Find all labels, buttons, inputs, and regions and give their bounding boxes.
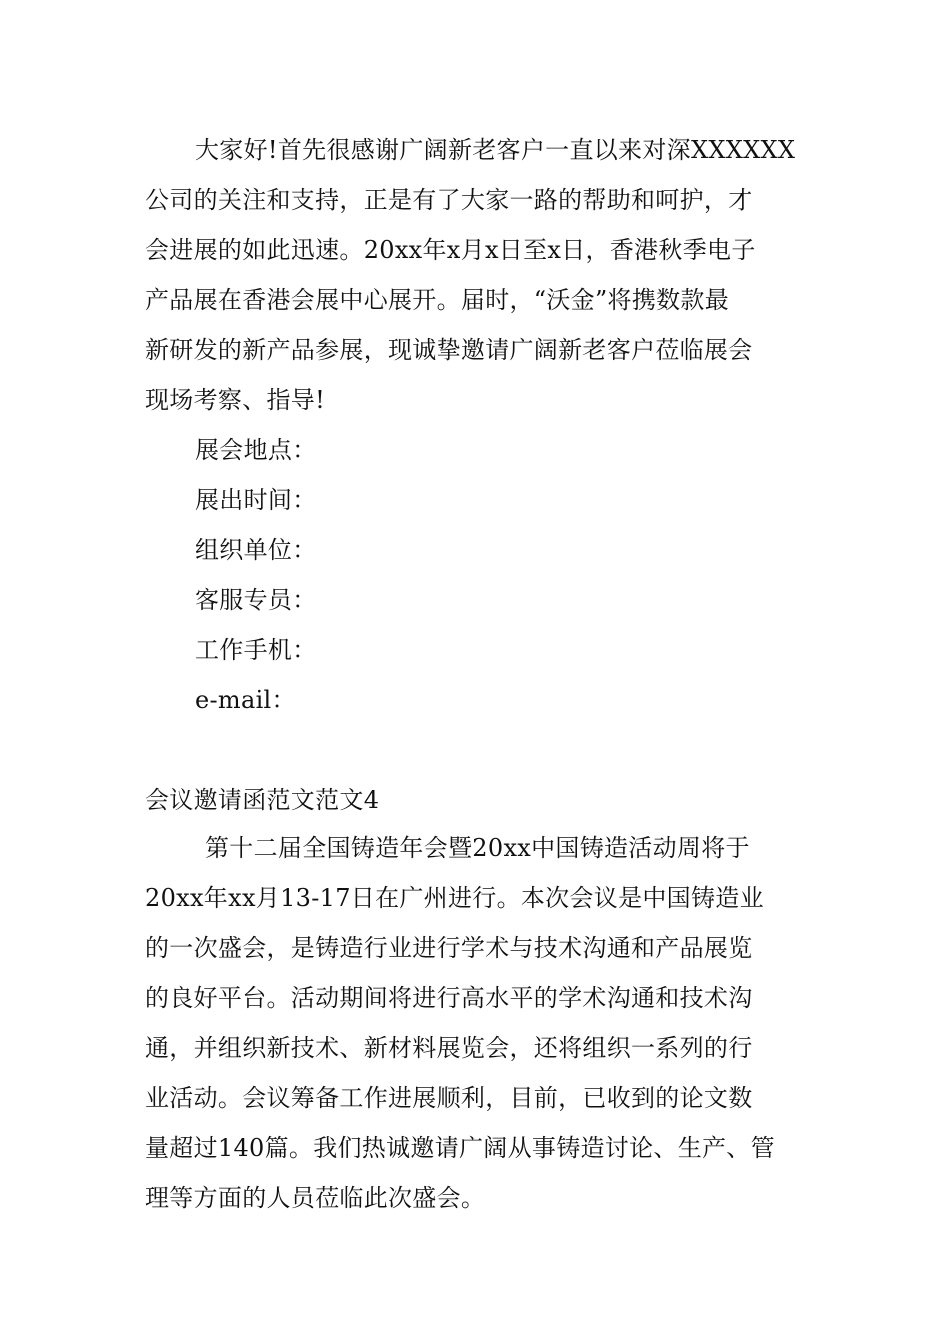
paragraph-line: 业活动。会议筹备工作进展顺利，目前，已收到的论文数 xyxy=(145,1084,753,1112)
paragraph-line: 的良好平台。活动期间将进行高水平的学术沟通和技术沟 xyxy=(145,984,753,1012)
field-exhibition-location: 展会地点： xyxy=(195,436,317,464)
paragraph-line: 会进展的如此迅速。20xx年x月x日至x日，香港秋季电子 xyxy=(145,236,756,264)
paragraph-line: 的一次盛会，是铸造行业进行学术与技术沟通和产品展览 xyxy=(145,934,753,962)
section-heading: 会议邀请函范文范文4 xyxy=(145,786,380,814)
field-customer-service: 客服专员： xyxy=(195,586,317,614)
field-exhibition-time: 展出时间： xyxy=(195,486,317,514)
paragraph-line: 新研发的新产品参展，现诚挚邀请广阔新老客户莅临展会 xyxy=(145,336,753,364)
paragraph-line: 现场考察、指导! xyxy=(145,386,326,414)
paragraph-line: 量超过140篇。我们热诚邀请广阔从事铸造讨论、生产、管 xyxy=(145,1134,775,1162)
field-organizer: 组织单位： xyxy=(195,536,317,564)
paragraph-line: 通，并组织新技术、新材料展览会，还将组织一系列的行 xyxy=(145,1034,753,1062)
paragraph-line: 20xx年xx月13-17日在广州进行。本次会议是中国铸造业 xyxy=(145,884,764,912)
field-email: e-mail： xyxy=(195,686,296,714)
paragraph-line: 第十二届全国铸造年会暨20xx中国铸造活动周将于 xyxy=(205,834,750,862)
paragraph-line: 公司的关注和支持，正是有了大家一路的帮助和呵护，才 xyxy=(145,186,753,214)
paragraph-line: 大家好!首先很感谢广阔新老客户一直以来对深XXXXXX xyxy=(195,136,796,164)
paragraph-line: 理等方面的人员莅临此次盛会。 xyxy=(145,1184,486,1212)
paragraph-line: 产品展在香港会展中心展开。届时，“沃金”将携数款最 xyxy=(145,286,730,314)
field-mobile: 工作手机： xyxy=(195,636,317,664)
